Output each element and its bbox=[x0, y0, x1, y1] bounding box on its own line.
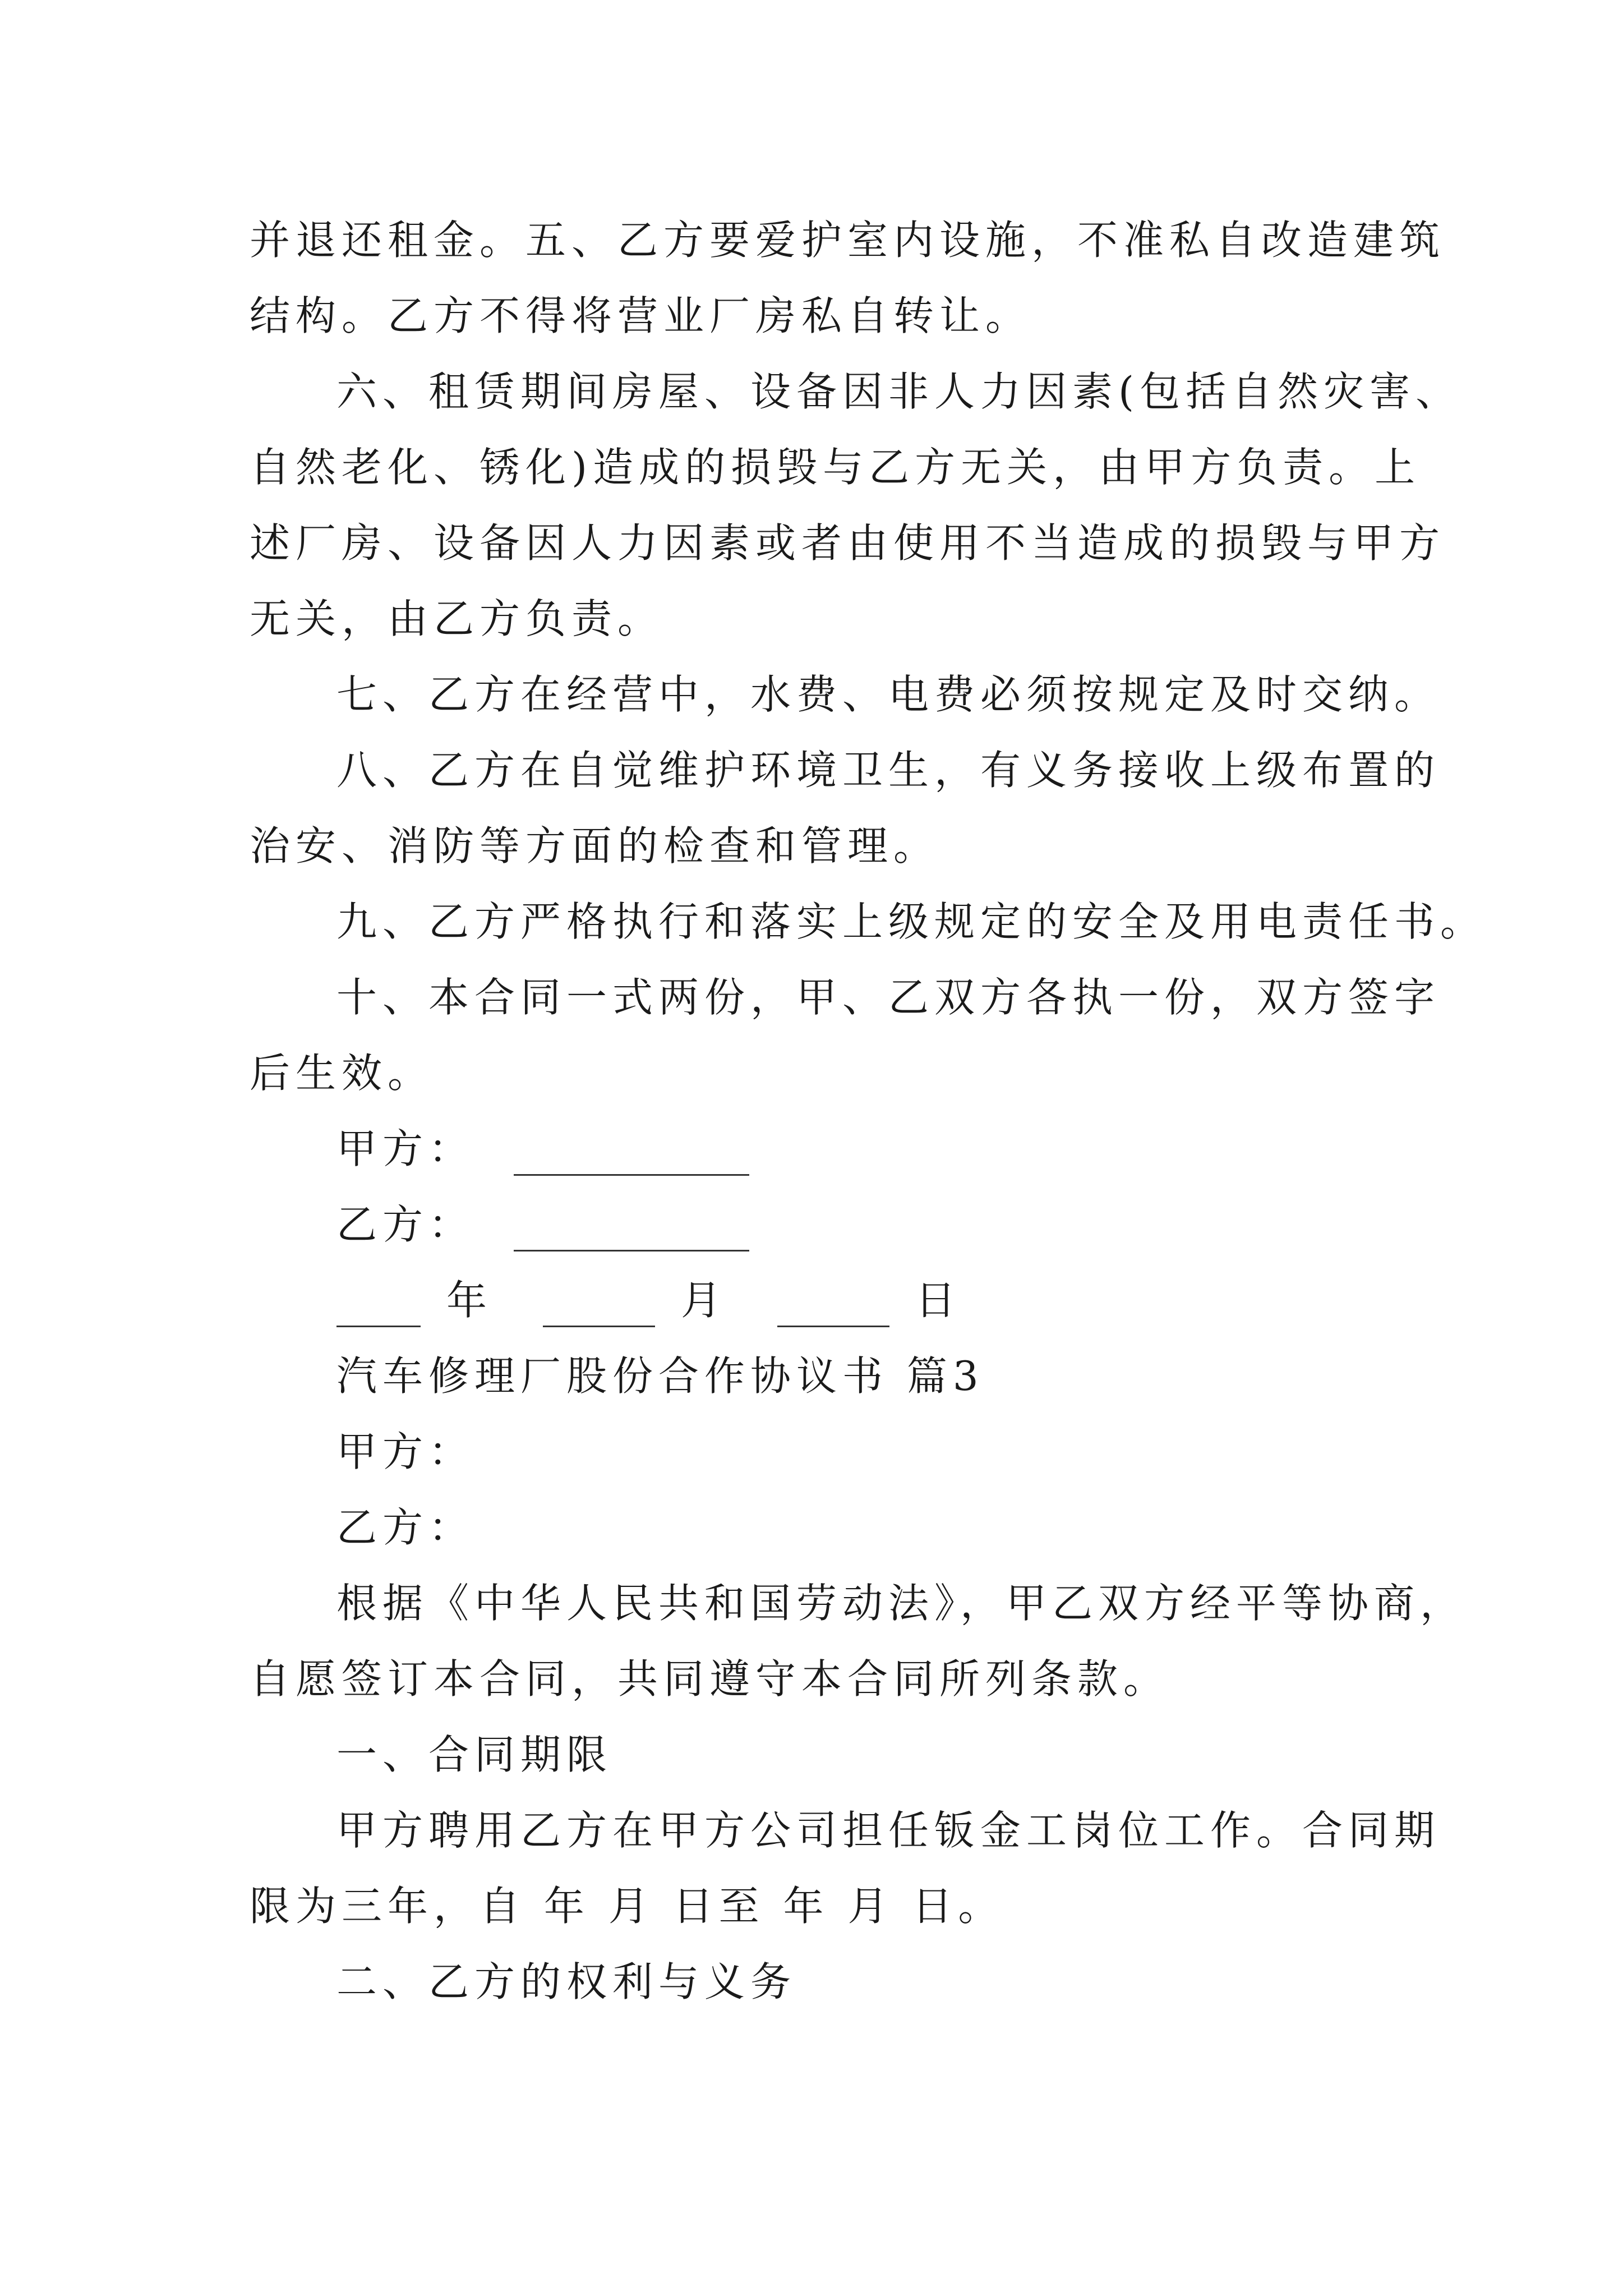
day-label: 日 bbox=[915, 1277, 962, 1324]
paragraph-line: 八、乙方在自觉维护环境卫生，有义务接收上级布置的 bbox=[336, 747, 1441, 794]
paragraph-line: 并退还租金。五、乙方要爱护室内设施，不准私自改造建筑 bbox=[250, 217, 1446, 264]
paragraph-line: 七、乙方在经营中，水费、电费必须按规定及时交纳。 bbox=[336, 671, 1441, 718]
day-blank bbox=[777, 1291, 889, 1327]
paragraph-line: 限为三年，自 年 月 日至 年 月 日。 bbox=[250, 1883, 1004, 1930]
section-heading: 一、合同期限 bbox=[336, 1731, 613, 1778]
party-b-signature-blank bbox=[514, 1215, 749, 1251]
paragraph-line: 根据《中华人民共和国劳动法》，甲乙双方经平等协商， bbox=[336, 1580, 1467, 1627]
signature-party-a bbox=[336, 1122, 749, 1176]
party-a-signature-blank bbox=[514, 1139, 749, 1176]
paragraph-line: 自然老化、锈化)造成的损毁与乙方无关，由甲方负责。上 bbox=[250, 444, 1421, 491]
party-b-line: 乙方： bbox=[336, 1504, 475, 1551]
party-b-label: 乙方： bbox=[336, 1201, 475, 1248]
party-a-line: 甲方： bbox=[336, 1428, 475, 1475]
date-line bbox=[336, 1273, 1012, 1327]
year-blank bbox=[336, 1291, 421, 1327]
party-a-label: 甲方： bbox=[336, 1125, 475, 1172]
signature-party-b bbox=[336, 1198, 749, 1251]
paragraph-line: 治安、消防等方面的检查和管理。 bbox=[250, 822, 940, 869]
month-label: 月 bbox=[681, 1277, 727, 1324]
paragraph-line: 十、本合同一式两份，甲、乙双方各执一份，双方签字 bbox=[336, 974, 1441, 1021]
paragraph-line: 六、租赁期间房屋、设备因非人力因素(包括自然灾害、 bbox=[336, 368, 1462, 415]
section-title: 汽车修理厂股份合作协议书 篇3 bbox=[336, 1352, 984, 1400]
paragraph-line: 述厂房、设备因人力因素或者由使用不当造成的损毁与甲方 bbox=[250, 519, 1446, 567]
section-heading: 二、乙方的权利与义务 bbox=[336, 1958, 797, 2005]
month-blank bbox=[543, 1291, 655, 1327]
year-label: 年 bbox=[446, 1277, 493, 1324]
paragraph-line: 自愿签订本合同，共同遵守本合同所列条款。 bbox=[250, 1655, 1170, 1703]
paragraph-line: 九、乙方严格执行和落实上级规定的安全及用电责任书。 bbox=[336, 898, 1487, 945]
paragraph-line: 甲方聘用乙方在甲方公司担任钣金工岗位工作。合同期 bbox=[336, 1807, 1441, 1854]
paragraph-line: 后生效。 bbox=[250, 1050, 434, 1097]
paragraph-line: 无关，由乙方负责。 bbox=[250, 595, 664, 642]
paragraph-line: 结构。乙方不得将营业厂房私自转让。 bbox=[250, 292, 1032, 339]
